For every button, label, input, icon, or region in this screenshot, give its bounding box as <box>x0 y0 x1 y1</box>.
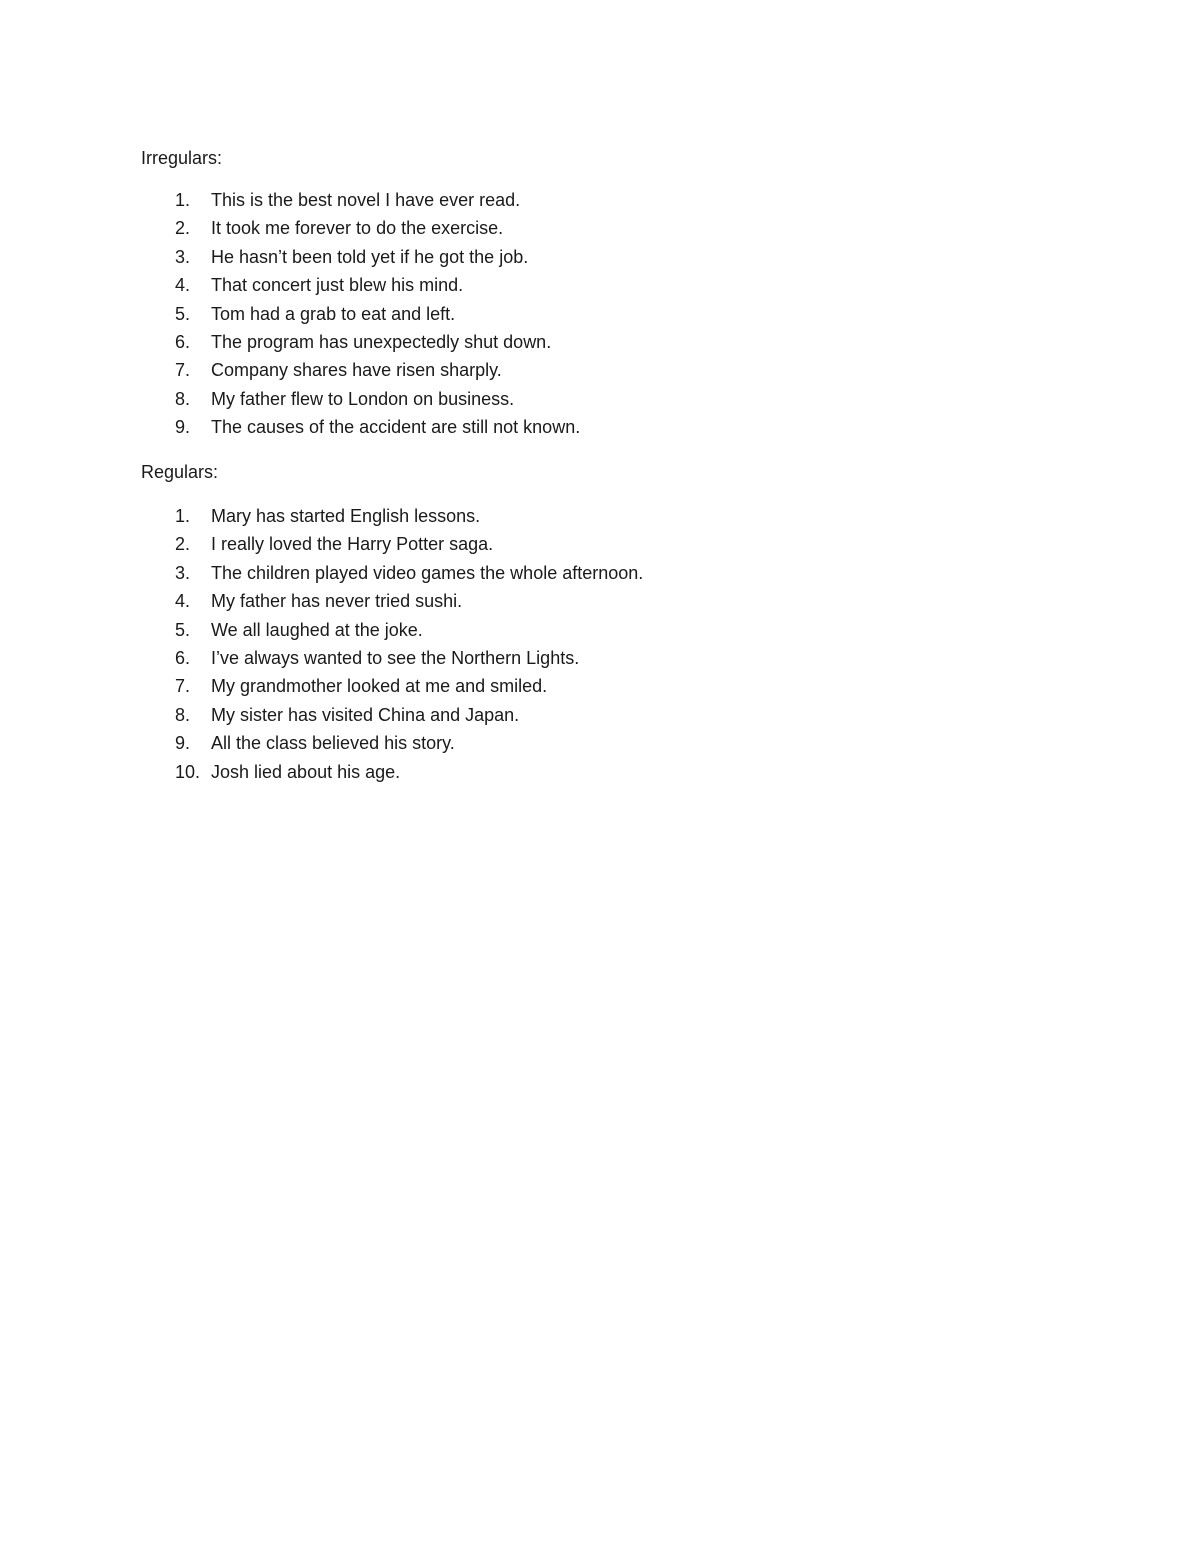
list-item-text: That concert just blew his mind. <box>211 275 464 296</box>
list-item-number: 1. <box>175 506 191 526</box>
list-item-text: Mary has started English lessons. <box>211 506 481 526</box>
list-item-text: My father has never tried sushi. <box>211 591 463 612</box>
list-item-text: I really loved the Harry Potter saga. <box>211 534 494 555</box>
list-item <box>141 303 580 331</box>
list-item <box>141 590 643 618</box>
list-item <box>141 388 580 416</box>
list-item-text: Company shares have risen sharply. <box>211 360 502 381</box>
list-item-text: The causes of the accident are still not known. <box>211 417 581 438</box>
list-item-text: All the class believed his story. <box>211 733 455 754</box>
list-item-number: 8. <box>175 388 191 409</box>
list-item <box>141 246 580 274</box>
list-item-number: 6. <box>175 331 191 352</box>
regulars-list <box>141 505 643 789</box>
list-item <box>141 359 580 387</box>
list-item <box>141 704 643 732</box>
list-item-number: 2. <box>175 218 191 239</box>
list-item <box>141 675 643 703</box>
list-item-number: 6. <box>175 647 191 668</box>
list-item-text: The children played video games the whole afternoon. <box>211 562 644 583</box>
list-item <box>141 562 643 590</box>
list-item-number: 2. <box>175 534 191 555</box>
list-item <box>141 761 643 789</box>
list-item <box>141 189 580 217</box>
list-item-number: 4. <box>175 591 191 612</box>
list-item-number: 7. <box>175 360 191 381</box>
list-item <box>141 416 580 444</box>
irregulars-list <box>141 189 580 445</box>
list-item-number: 8. <box>175 704 191 725</box>
list-item-number: 9. <box>175 417 191 438</box>
list-item-text: He hasn’t been told yet if he got the job. <box>211 246 529 267</box>
list-item-text: My father flew to London on business. <box>211 388 515 409</box>
list-item-text: Tom had a grab to eat and left. <box>211 303 456 324</box>
list-item-text: We all laughed at the joke. <box>211 619 423 640</box>
list-item-text: This is the best novel I have ever read. <box>211 190 521 210</box>
list-item-number: 5. <box>175 619 191 640</box>
list-item <box>141 217 580 245</box>
list-item-number: 3. <box>175 562 191 583</box>
irregulars-heading: Irregulars: <box>141 148 223 168</box>
list-item <box>141 505 643 533</box>
list-item <box>141 732 643 760</box>
list-item-text: My grandmother looked at me and smiled. <box>211 676 548 697</box>
list-item-number: 9. <box>175 733 191 754</box>
list-item <box>141 274 580 302</box>
list-item <box>141 331 580 359</box>
list-item-number: 7. <box>175 676 191 697</box>
list-item-text: Josh lied about his age. <box>211 761 401 782</box>
list-item-number: 5. <box>175 303 191 324</box>
list-item-text: The program has unexpectedly shut down. <box>211 331 552 352</box>
list-item-text: I’ve always wanted to see the Northern Lights. <box>211 647 580 668</box>
list-item-text: It took me forever to do the exercise. <box>211 218 504 239</box>
list-item <box>141 647 643 675</box>
list-item <box>141 533 643 561</box>
list-item-number: 3. <box>175 246 191 267</box>
list-item-number: 4. <box>175 275 191 296</box>
regulars-heading: Regulars: <box>141 462 219 482</box>
list-item <box>141 619 643 647</box>
list-item-text: My sister has visited China and Japan. <box>211 704 520 725</box>
list-item-number: 10. <box>175 761 201 782</box>
list-item-number: 1. <box>175 190 191 210</box>
